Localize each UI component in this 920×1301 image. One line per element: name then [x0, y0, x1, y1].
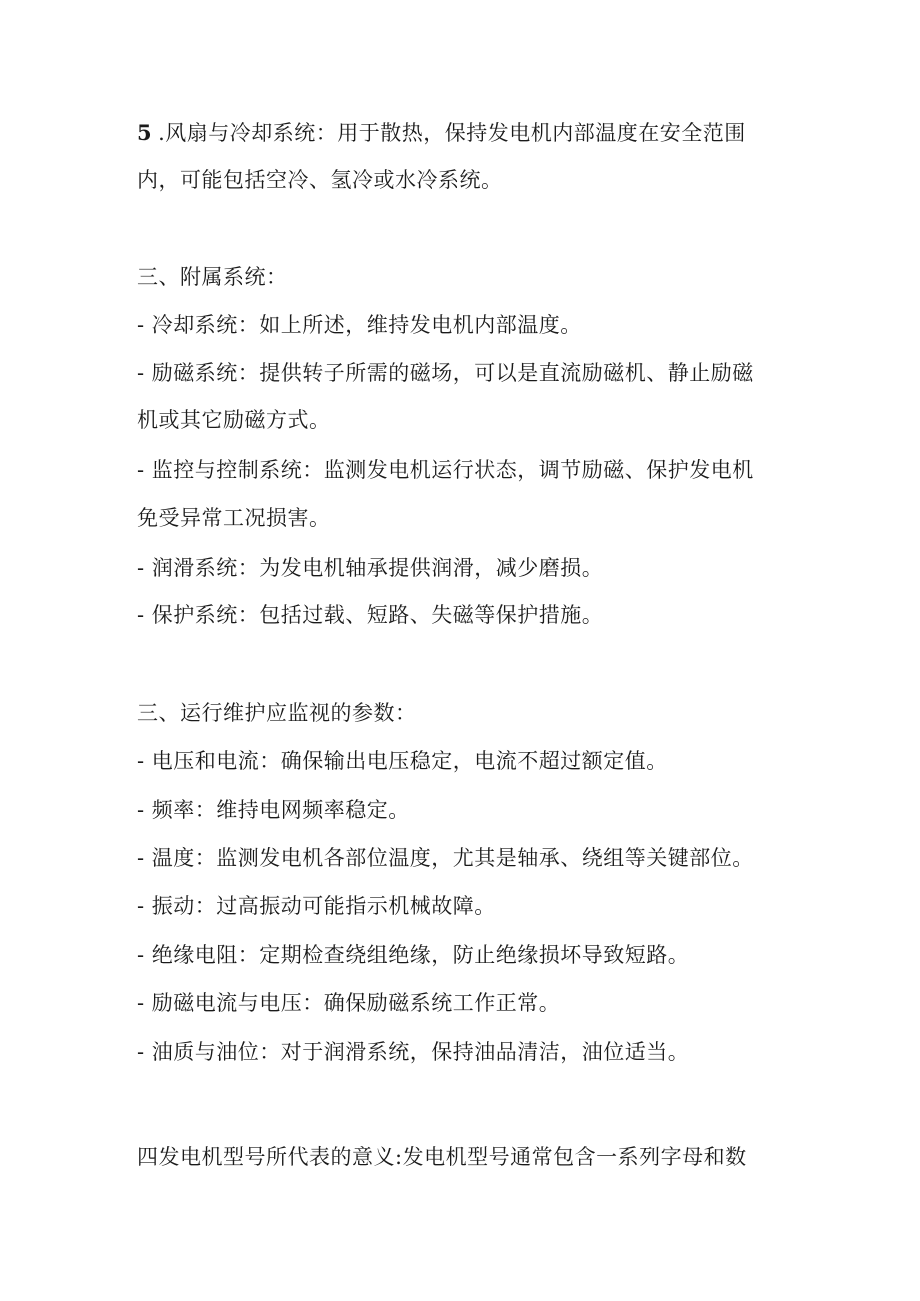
auxiliary-heading: 三、附属系统：: [137, 265, 288, 289]
auxiliary-item: - 保护系统：包括过载、短路、失磁等保护措施。: [137, 603, 604, 627]
monitoring-item: - 励磁电流与电压：确保励磁系统工作正常。: [137, 991, 561, 1015]
monitoring-item: - 温度：监测发电机各部位温度，尤其是轴承、绕组等关键部位。: [137, 846, 754, 870]
monitoring-heading: 三、运行维护应监视的参数：: [137, 701, 417, 725]
auxiliary-item: 免受异常工况损害。: [137, 506, 331, 530]
auxiliary-item: - 监控与控制系统：监测发电机运行状态，调节励磁、保护发电机: [137, 458, 754, 482]
section5-number: 5: [137, 120, 153, 145]
monitoring-item: - 振动：过高振动可能指示机械故障。: [137, 894, 496, 918]
auxiliary-item: - 润滑系统：为发电机轴承提供润滑，减少磨损。: [137, 556, 604, 580]
monitoring-item: - 电压和电流：确保输出电压稳定，电流不超过额定值。: [137, 749, 668, 773]
monitoring-item: - 绝缘电阻：定期检查绕组绝缘，防止绝缘损坏导致短路。: [137, 943, 690, 967]
monitoring-item: - 油质与油位：对于润滑系统，保持油品清洁，油位适当。: [137, 1040, 690, 1064]
auxiliary-item: - 励磁系统：提供转子所需的磁场，可以是直流励磁机、静止励磁: [137, 361, 754, 385]
auxiliary-item: - 冷却系统：如上所述，维持发电机内部温度。: [137, 313, 582, 337]
auxiliary-item: 机或其它励磁方式。: [137, 408, 331, 432]
section5-line-1: [137, 118, 746, 148]
section4-line-1: 四发电机型号所代表的意义:发电机型号通常包含一系列字母和数: [137, 1145, 747, 1169]
section5-text-1: .风扇与冷却系统：用于散热，保持发电机内部温度在安全范围: [158, 121, 746, 145]
section5-line-2: 内，可能包括空冷、氢冷或水冷系统。: [137, 168, 503, 192]
monitoring-item: - 频率：维持电网频率稳定。: [137, 798, 410, 822]
